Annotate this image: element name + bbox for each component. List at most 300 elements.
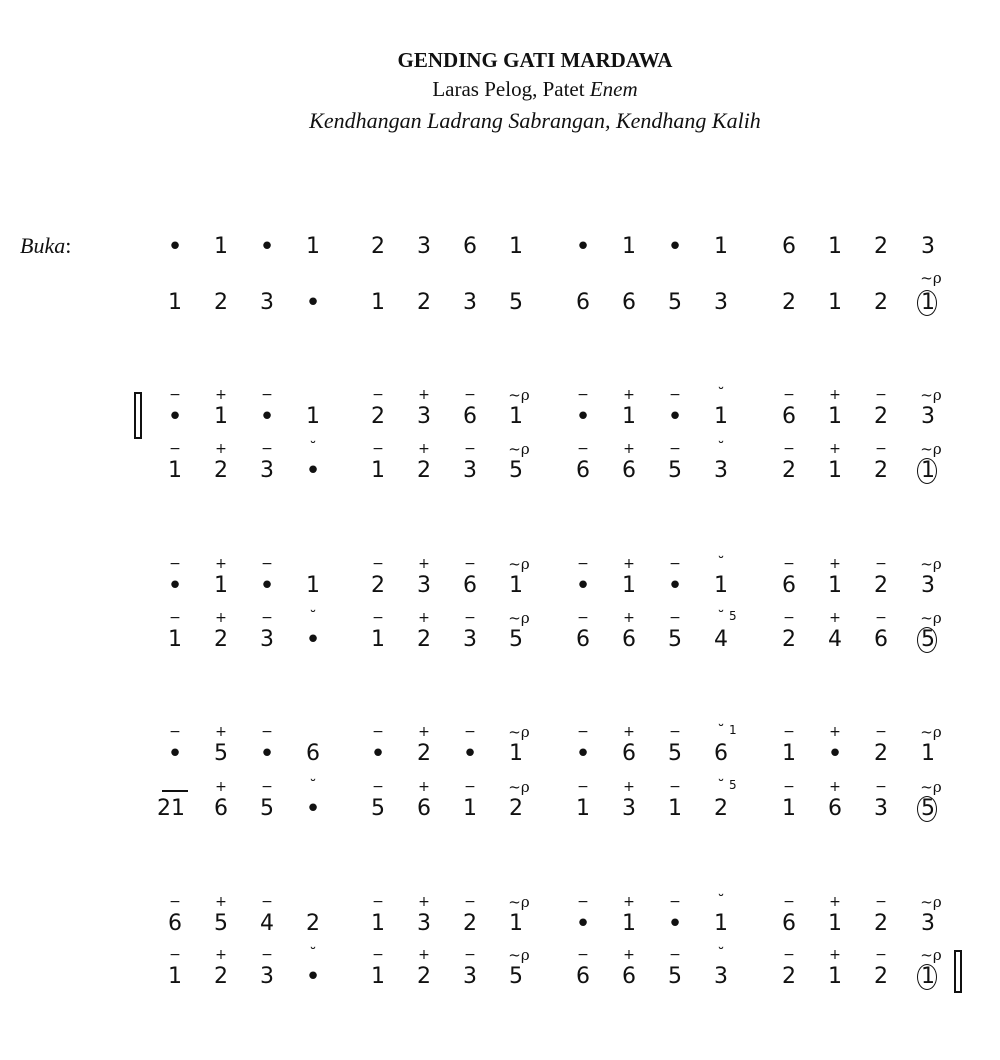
kendhang-mark: + xyxy=(418,947,430,963)
kendhang-mark: − xyxy=(783,779,795,795)
kempul-mark: ~ρ xyxy=(508,386,530,404)
gong-mark: ~ρ xyxy=(920,269,942,287)
buka-line-2-note: 1 xyxy=(371,290,385,315)
notation-line-7-note: 6 xyxy=(782,911,796,936)
kendhang-mark: + xyxy=(829,556,841,572)
notation-line-7-note: 1 xyxy=(509,911,523,936)
notation-line-7-note: 4 xyxy=(260,911,274,936)
notation-line-1-note: • xyxy=(667,402,683,432)
repeat-start-bar xyxy=(134,437,142,439)
kenong-mark: ˘ xyxy=(309,777,317,795)
kendhang-mark: + xyxy=(623,724,635,740)
notation-line-8-note: 1 xyxy=(921,964,935,989)
notation-line-2-note: 1 xyxy=(371,458,385,483)
kendhang-mark: − xyxy=(169,610,181,626)
notation-line-6-note: • xyxy=(305,794,321,824)
notation-line-3-note: • xyxy=(575,571,591,601)
kendhang-mark: − xyxy=(372,947,384,963)
kendhang-mark: − xyxy=(464,387,476,403)
kendhang-mark: + xyxy=(623,387,635,403)
notation-line-8-note: 3 xyxy=(260,964,274,989)
kendhang-mark: − xyxy=(261,387,273,403)
buka-label xyxy=(20,233,71,259)
notation-line-8-note: 6 xyxy=(576,964,590,989)
notation-line-2-note: 1 xyxy=(828,458,842,483)
buka-line-1-note: • xyxy=(575,232,591,262)
notation-line-4-note: • xyxy=(305,625,321,655)
kempul-mark: ~ρ xyxy=(508,609,530,627)
notation-line-8-note: 5 xyxy=(668,964,682,989)
kendhang-mark: − xyxy=(577,441,589,457)
notation-line-5-note: • xyxy=(259,739,275,769)
notation-line-6-note: 2 xyxy=(509,796,523,821)
notation-line-4-note: 3 xyxy=(260,627,274,652)
notation-line-7-note: 1 xyxy=(371,911,385,936)
gong-circle xyxy=(917,458,937,484)
notation-line-1-note: 1 xyxy=(509,404,523,429)
notation-line-2-note: 3 xyxy=(463,458,477,483)
notation-line-6-note: 6 xyxy=(417,796,431,821)
notation-line-3-note: 1 xyxy=(828,573,842,598)
notation-line-1-note: 1 xyxy=(214,404,228,429)
buka-line-1-note: • xyxy=(667,232,683,262)
notation-line-4-note: 6 xyxy=(576,627,590,652)
kenong-mark: ˘ xyxy=(717,554,725,572)
laras-patet-subtitle xyxy=(0,77,1000,102)
notation-line-5-note: • xyxy=(370,739,386,769)
notation-line-2-note: • xyxy=(305,456,321,486)
notation-line-1-note: 2 xyxy=(874,404,888,429)
kendhang-mark: − xyxy=(464,724,476,740)
kendhang-mark: − xyxy=(372,894,384,910)
buka-line-2-note: 1 xyxy=(828,290,842,315)
repeat-end-bar xyxy=(960,950,962,992)
notation-line-1-note: • xyxy=(575,402,591,432)
gong-mark: ~ρ xyxy=(920,893,942,911)
notation-line-2-note: 3 xyxy=(714,458,728,483)
notation-line-7-note: 5 xyxy=(214,911,228,936)
kendhang-mark: − xyxy=(875,724,887,740)
notation-line-2-note: 2 xyxy=(417,458,431,483)
kenong-mark: ˘ xyxy=(717,385,725,403)
notation-line-1-note: 1 xyxy=(828,404,842,429)
notation-line-5-note: 6 xyxy=(306,741,320,766)
buka-line-1-note: 2 xyxy=(874,234,888,259)
repeat-start-bar xyxy=(140,392,142,438)
buka-line-2-note: 2 xyxy=(874,290,888,315)
notation-line-2-note: 5 xyxy=(668,458,682,483)
repeat-start-bar xyxy=(134,392,142,394)
notation-line-7-note: 6 xyxy=(168,911,182,936)
buka-line-1-note: 3 xyxy=(417,234,431,259)
notation-line-4-note: 5 xyxy=(921,627,935,652)
notation-line-6-note: 1 xyxy=(576,796,590,821)
buka-line-1-note: 3 xyxy=(921,234,935,259)
notation-line-7-note: 2 xyxy=(874,911,888,936)
kendhang-mark: − xyxy=(875,610,887,626)
notation-line-6-note: 3 xyxy=(874,796,888,821)
kendhang-mark: − xyxy=(372,610,384,626)
kenong-mark: ˘ xyxy=(309,608,317,626)
notation-line-3-note: 3 xyxy=(921,573,935,598)
kendhang-mark: + xyxy=(829,724,841,740)
notation-line-4-note: 5 xyxy=(668,627,682,652)
kendhang-mark: − xyxy=(875,387,887,403)
kendhang-mark: + xyxy=(215,779,227,795)
gong-mark: ~ρ xyxy=(920,778,942,796)
notation-line-5-note: 5 xyxy=(214,741,228,766)
notation-line-3-note: 2 xyxy=(371,573,385,598)
kendhang-mark: + xyxy=(829,947,841,963)
buka-line-2-note: 2 xyxy=(214,290,228,315)
kendhang-mark: − xyxy=(261,441,273,457)
kendhang-mark: + xyxy=(623,779,635,795)
notation-line-2-note: 2 xyxy=(214,458,228,483)
notation-line-4-note: 6 xyxy=(622,627,636,652)
buka-word: Buka xyxy=(20,233,66,258)
kendhang-mark: + xyxy=(418,779,430,795)
kendhang-mark: − xyxy=(464,441,476,457)
kendhang-mark: − xyxy=(669,947,681,963)
kendhang-mark: − xyxy=(783,947,795,963)
kendhang-mark: + xyxy=(623,947,635,963)
kendhang-mark: − xyxy=(464,556,476,572)
gong-circle xyxy=(917,964,937,990)
kendhang-mark: − xyxy=(261,610,273,626)
kendhang-mark: − xyxy=(577,556,589,572)
gong-mark: ~ρ xyxy=(920,555,942,573)
kempul-mark: ~ρ xyxy=(508,555,530,573)
buka-line-1-note: 1 xyxy=(622,234,636,259)
notation-line-3-note: 1 xyxy=(306,573,320,598)
notation-line-8-note: • xyxy=(305,962,321,992)
kendhang-mark: − xyxy=(464,894,476,910)
kendhang-mark: − xyxy=(669,894,681,910)
kendhang-mark: − xyxy=(783,441,795,457)
repeat-start-bar xyxy=(134,392,136,438)
kenong-mark: ˘ xyxy=(309,945,317,963)
notation-line-6-note: 5 xyxy=(921,796,935,821)
notation-line-7-note: 2 xyxy=(463,911,477,936)
notation-line-5-note: • xyxy=(575,739,591,769)
kendhang-mark: + xyxy=(215,724,227,740)
patet-name: Enem xyxy=(589,77,638,101)
kendhang-mark: − xyxy=(372,441,384,457)
notation-line-6-note: 5 xyxy=(371,796,385,821)
kendhang-mark: + xyxy=(215,441,227,457)
buka-line-2-note: 1 xyxy=(168,290,182,315)
kendhang-mark: − xyxy=(372,556,384,572)
repeat-end-bar xyxy=(954,950,956,992)
kendhang-mark: + xyxy=(623,610,635,626)
kendhang-mark: − xyxy=(372,724,384,740)
notation-line-6-note: 1 xyxy=(782,796,796,821)
kendhang-mark: + xyxy=(418,387,430,403)
kendhang-mark: − xyxy=(783,556,795,572)
buka-line-2-note: 3 xyxy=(463,290,477,315)
notation-line-2-note: 2 xyxy=(874,458,888,483)
notation-line-1-note: 1 xyxy=(622,404,636,429)
kendhang-mark: − xyxy=(669,779,681,795)
notation-line-5-note: • xyxy=(167,739,183,769)
notation-line-3-note: • xyxy=(259,571,275,601)
notation-line-6-note: 1 xyxy=(668,796,682,821)
kempul-mark: ~ρ xyxy=(508,723,530,741)
kendhang-mark: − xyxy=(169,387,181,403)
kempul-mark: ~ρ xyxy=(508,893,530,911)
notation-line-2-note: 1 xyxy=(921,458,935,483)
kenong-mark: ˘ xyxy=(717,777,725,795)
kendhang-mark: + xyxy=(418,441,430,457)
notation-line-6-note: 1 xyxy=(463,796,477,821)
notation-line-7-note: 1 xyxy=(714,911,728,936)
kendhang-mark: − xyxy=(464,610,476,626)
kendhang-mark: − xyxy=(261,947,273,963)
notation-line-3-note: 3 xyxy=(417,573,431,598)
notation-line-7-note: 3 xyxy=(417,911,431,936)
notation-line-2-note: 6 xyxy=(576,458,590,483)
notation-line-5-note: 2 xyxy=(417,741,431,766)
kendhang-mark: − xyxy=(464,779,476,795)
buka-line-2-note: 1 xyxy=(921,290,935,315)
notation-line-6-note: 6 xyxy=(214,796,228,821)
kendhang-mark: − xyxy=(169,894,181,910)
notation-line-6-note: 5 xyxy=(260,796,274,821)
kendhang-mark: + xyxy=(623,894,635,910)
buka-line-1-note: 1 xyxy=(306,234,320,259)
notation-line-5-note: • xyxy=(462,739,478,769)
notation-line-4-note: 1 xyxy=(371,627,385,652)
notation-line-3-note: • xyxy=(667,571,683,601)
buka-line-2-note: 3 xyxy=(714,290,728,315)
notation-line-4-note: 2 xyxy=(214,627,228,652)
notation-line-1-note: 2 xyxy=(371,404,385,429)
notation-line-7-note: • xyxy=(667,909,683,939)
buka-colon: : xyxy=(65,233,72,258)
kendhang-mark: − xyxy=(464,947,476,963)
kendhang-mark: − xyxy=(669,441,681,457)
gong-mark: ~ρ xyxy=(920,440,942,458)
kendhang-mark: − xyxy=(875,894,887,910)
kendhang-mark: + xyxy=(215,387,227,403)
buka-line-1-note: • xyxy=(167,232,183,262)
buka-line-2-note: 2 xyxy=(417,290,431,315)
notation-line-1-note: 3 xyxy=(417,404,431,429)
notation-line-1-note: 3 xyxy=(921,404,935,429)
buka-line-2-note: 5 xyxy=(509,290,523,315)
notation-line-1-note: 6 xyxy=(782,404,796,429)
notation-line-3-note: • xyxy=(167,571,183,601)
kenong-subscript: 5 xyxy=(729,609,737,623)
gong-mark: ~ρ xyxy=(920,946,942,964)
notation-line-1-note: 6 xyxy=(463,404,477,429)
notation-line-1-note: 1 xyxy=(714,404,728,429)
laras-patet-text: Laras Pelog, Patet xyxy=(432,77,590,101)
kendhang-mark: − xyxy=(261,779,273,795)
kendhang-mark: + xyxy=(623,556,635,572)
notation-line-8-note: 2 xyxy=(874,964,888,989)
notation-line-8-note: 1 xyxy=(168,964,182,989)
kendhang-mark: − xyxy=(875,556,887,572)
kempul-mark: ~ρ xyxy=(508,946,530,964)
kendhang-mark: − xyxy=(169,947,181,963)
kenong-mark: ˘ xyxy=(717,439,725,457)
notation-line-5-note: 1 xyxy=(782,741,796,766)
kendhang-mark: + xyxy=(829,387,841,403)
kendhang-mark: + xyxy=(829,441,841,457)
buka-line-2-note: 2 xyxy=(782,290,796,315)
kendhang-mark: − xyxy=(261,556,273,572)
kendhang-mark: − xyxy=(875,441,887,457)
notation-line-8-note: 1 xyxy=(828,964,842,989)
kendhang-mark: − xyxy=(261,894,273,910)
repeat-end-bar xyxy=(954,991,962,993)
kenong-mark: ˘ xyxy=(717,945,725,963)
kendhang-mark: − xyxy=(577,894,589,910)
kendhangan-subtitle: Kendhangan Ladrang Sabrangan, Kendhang Kalih xyxy=(309,108,761,133)
notation-line-3-note: 1 xyxy=(214,573,228,598)
notation-line-8-note: 2 xyxy=(417,964,431,989)
kenong-subscript: 5 xyxy=(729,778,737,792)
kendhang-mark: − xyxy=(783,894,795,910)
notation-line-6-note: 21 xyxy=(157,796,185,821)
notation-line-2-note: 1 xyxy=(168,458,182,483)
kenong-mark: ˘ xyxy=(309,439,317,457)
kendhang-mark: + xyxy=(215,894,227,910)
notation-line-2-note: 3 xyxy=(260,458,274,483)
buka-line-1-note: 1 xyxy=(828,234,842,259)
notation-line-3-note: 6 xyxy=(463,573,477,598)
gong-circle xyxy=(917,627,937,653)
gending-title: GENDING GATI MARDAWA xyxy=(397,48,673,72)
buka-line-2-note: 6 xyxy=(576,290,590,315)
kenong-subscript: 1 xyxy=(729,723,737,737)
notation-line-8-note: 1 xyxy=(371,964,385,989)
buka-line-1-note: • xyxy=(259,232,275,262)
notation-line-8-note: 2 xyxy=(782,964,796,989)
notation-line-4-note: 4 xyxy=(714,627,728,652)
kendhang-mark: + xyxy=(418,894,430,910)
notation-line-7-note: • xyxy=(575,909,591,939)
notation-line-1-note: 1 xyxy=(306,404,320,429)
kendhang-mark: + xyxy=(418,556,430,572)
kendhang-mark: − xyxy=(169,441,181,457)
gong-mark: ~ρ xyxy=(920,609,942,627)
notation-line-8-note: 2 xyxy=(214,964,228,989)
notation-line-8-note: 5 xyxy=(509,964,523,989)
kendhang-mark: − xyxy=(783,610,795,626)
notation-line-2-note: 6 xyxy=(622,458,636,483)
notation-line-7-note: 1 xyxy=(622,911,636,936)
notation-line-4-note: 2 xyxy=(417,627,431,652)
buka-line-1-note: 2 xyxy=(371,234,385,259)
notation-line-5-note: 6 xyxy=(714,741,728,766)
notation-line-4-note: 6 xyxy=(874,627,888,652)
kendhang-mark: − xyxy=(577,779,589,795)
kendhang-mark: − xyxy=(577,387,589,403)
kendhang-mark: + xyxy=(829,610,841,626)
kendhang-mark: − xyxy=(577,610,589,626)
buka-line-1-note: 6 xyxy=(782,234,796,259)
notation-line-5-note: 6 xyxy=(622,741,636,766)
notation-line-4-note: 5 xyxy=(509,627,523,652)
kendhang-mark: + xyxy=(829,779,841,795)
kendhang-mark: − xyxy=(669,724,681,740)
kendhang-mark: − xyxy=(783,724,795,740)
notation-line-3-note: 1 xyxy=(509,573,523,598)
kendhang-mark: − xyxy=(669,387,681,403)
notation-line-4-note: 2 xyxy=(782,627,796,652)
notation-line-8-note: 6 xyxy=(622,964,636,989)
kempul-mark: ~ρ xyxy=(508,778,530,796)
buka-line-1-note: 1 xyxy=(714,234,728,259)
notation-line-3-note: 1 xyxy=(714,573,728,598)
notation-line-6-note: 6 xyxy=(828,796,842,821)
notation-line-2-note: 5 xyxy=(509,458,523,483)
notation-line-5-note: 2 xyxy=(874,741,888,766)
kendhang-mark: − xyxy=(669,556,681,572)
notation-line-2-note: 2 xyxy=(782,458,796,483)
kendhang-mark: + xyxy=(215,610,227,626)
kendhang-mark: − xyxy=(169,556,181,572)
notation-line-4-note: 4 xyxy=(828,627,842,652)
kempul-mark: ~ρ xyxy=(508,440,530,458)
kenong-mark: ˘ xyxy=(717,608,725,626)
kendhang-mark: − xyxy=(577,947,589,963)
buka-line-2-note: 3 xyxy=(260,290,274,315)
notation-line-4-note: 1 xyxy=(168,627,182,652)
buka-line-2-note: 6 xyxy=(622,290,636,315)
buka-line-1-note: 1 xyxy=(214,234,228,259)
buka-line-1-note: 1 xyxy=(509,234,523,259)
kendhang-mark: + xyxy=(418,610,430,626)
kendhang-mark: − xyxy=(875,779,887,795)
kendhang-mark: − xyxy=(261,724,273,740)
notation-line-3-note: 2 xyxy=(874,573,888,598)
kendhang-mark: − xyxy=(372,779,384,795)
notation-line-4-note: 3 xyxy=(463,627,477,652)
kendhang-mark: + xyxy=(215,556,227,572)
notation-line-6-note: 2 xyxy=(714,796,728,821)
notation-line-7-note: 3 xyxy=(921,911,935,936)
kendhang-mark: − xyxy=(169,724,181,740)
kendhang-mark: + xyxy=(829,894,841,910)
notation-line-5-note: 5 xyxy=(668,741,682,766)
repeat-end-bar xyxy=(954,950,962,952)
double-note-overline xyxy=(162,790,188,792)
kendhang-mark: − xyxy=(372,387,384,403)
buka-line-2-note: 5 xyxy=(668,290,682,315)
notation-line-5-note: 1 xyxy=(921,741,935,766)
kenong-mark: ˘ xyxy=(717,722,725,740)
gong-circle xyxy=(917,290,937,316)
notation-line-1-note: • xyxy=(259,402,275,432)
notation-line-3-note: 6 xyxy=(782,573,796,598)
notation-line-5-note: 1 xyxy=(509,741,523,766)
kendhang-mark: − xyxy=(783,387,795,403)
kendhang-mark: + xyxy=(215,947,227,963)
buka-line-1-note: 6 xyxy=(463,234,477,259)
gong-mark: ~ρ xyxy=(920,386,942,404)
notation-line-8-note: 3 xyxy=(714,964,728,989)
kendhang-mark: − xyxy=(577,724,589,740)
gong-circle xyxy=(917,796,937,822)
kendhang-mark: + xyxy=(623,441,635,457)
kenong-mark: ˘ xyxy=(717,892,725,910)
gong-mark: ~ρ xyxy=(920,723,942,741)
notation-line-5-note: • xyxy=(827,739,843,769)
notation-line-7-note: 2 xyxy=(306,911,320,936)
